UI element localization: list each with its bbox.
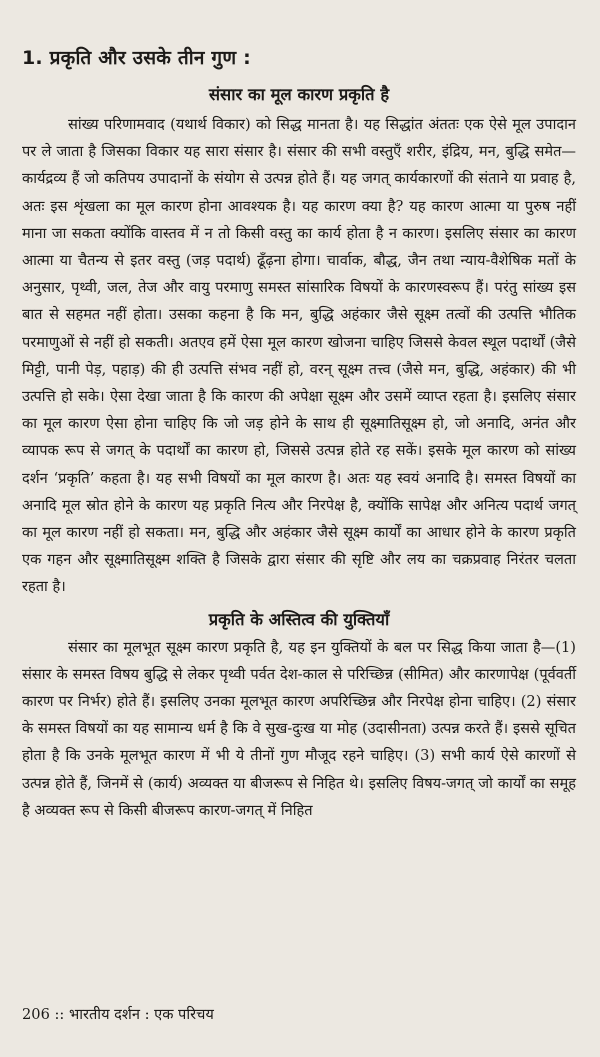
paragraph-proofs: संसार का मूलभूत सूक्ष्म कारण प्रकृति है, यह इन युक्तियों के बल पर सिद्ध किया जाता है—(1) संसार के समस्त विषय बुद्धि से लेकर पृथ्वी पर्वत देश-काल से परिच्छिन्न (सीमित) और कारणापेक्ष (पूर्ववर्ती कारण पर निर्भर) होते हैं। इसलिए उनका मूलभूत कारण अपरिच्छिन्न और निरपेक्ष होना चाहिए। (2) संसार के समस्त विषयों का यह सामान्य धर्म है कि वे सुख-दुःख या मोह (उदासीनता) उत्पन्न करते हैं। इससे सूचित होता है कि उनके मूलभूत कारण में भी ये तीनों गुण मौजूद रहने चाहिए। (3) सभी कार्य ऐसे कारणों से उत्पन्न होते हैं, जिनमें से (कार्य) अव्यक्त या बीजरूप से निहित थे। इसलिए विषय-जगत् जो कार्यों का समूह है अव्यक्त रूप से किसी बीजरूप कारण-जगत् में निहित	[22, 638, 576, 819]
section-title-proofs: प्रकृति के अस्तित्व की युक्तियाँ	[208, 609, 390, 629]
paragraph-origin: सांख्य परिणामवाद (यथार्थ विकार) को सिद्ध मानता है। यह सिद्धांत अंततः एक ऐसे मूल उपादान पर ले जाता है जिसका विकार यह सारा संसार है। संसार की सभी वस्तुएँ शरीर, इंद्रिय, मन, बुद्धि समेत—कार्यद्रव्य हैं जो कतिपय उपादानों के संयोग से उत्पन्न होते हैं। यह जगत् कार्यकारणों की संताने या प्रवाह है, अतः इस शृंखला का मूल कारण होना आवश्यक है। यह कारण क्या है? यह कारण आत्मा या पुरुष नहीं माना जा सकता क्योंकि वास्तव में न तो किसी वस्तु का कार्य होता है न कारण। इसलिए संसार का कारण आत्मा या चैतन्य से इतर वस्तु (जड़ पदार्थ) ढूँढ़ना होगा। चार्वाक, बौद्ध, जैन तथा न्याय-वैशेषिक मतों के अनुसार, पृथ्वी, जल, तेज और वायु परमाणु समस्त सांसारिक विषयों के कारणस्वरूप हैं। परंतु सांख्य इस बात से सहमत नहीं होता। उसका कहना है कि मन, बुद्धि अहंकार जैसे सूक्ष्म तत्वों की उत्पत्ति भौतिक परमाणुओं से नहीं हो सकती। अतएव हमें ऐसा मूल कारण खोजना चाहिए जिससे केवल स्थूल पदार्थों (जैसे मिट्टी, पानी पेड़, पहाड़) की ही उत्पत्ति संभव नहीं हो, वरन् सूक्ष्म तत्त्व (जैसे मन, बुद्धि, अहंकार) की भी उत्पत्ति हो सके। ऐसा देखा जाता है कि कारण की अपेक्षा सूक्ष्म और उसमें व्याप्त रहता है। इसलिए संसार का मूल कारण ऐसा होना चाहिए कि जो जड़ होने के साथ ही सूक्ष्मातिसूक्ष्म हो, जो अनादि, अनंत और व्यापक रूप से जगत् के पदार्थों का कारण हो, जिससे उत्पन्न होते रह सकें। इसके मूल कारण को सांख्य दर्शन ‘प्रकृति’ कहता है। यह सभी विषयों का मूल कारण है। अतः यह स्वयं अनादि है। समस्त विषयों का अनादि मूल स्रोत होने के कारण यह प्रकृति नित्य और निरपेक्ष है, क्योंकि सापेक्ष और अनित्य पदार्थ जगत् का मूल कारण नहीं हो सकता। मन, बुद्धि और अहंकार जैसे सूक्ष्म कार्यों का आधार होने के कारण प्रकृति एक गहन और सूक्ष्मातिसूक्ष्म शक्ति है जिसके द्वारा संसार की सृष्टि और लय का चक्रप्रवाह निरंतर चलता रहता है।	[22, 116, 576, 596]
page-footer: 206 :: भारतीय दर्शन : एक परिचय	[22, 1006, 214, 1023]
chapter-heading: 1. प्रकृति और उसके तीन गुण :	[22, 47, 251, 69]
section-title-origin: संसार का मूल कारण प्रकृति है	[208, 85, 390, 104]
